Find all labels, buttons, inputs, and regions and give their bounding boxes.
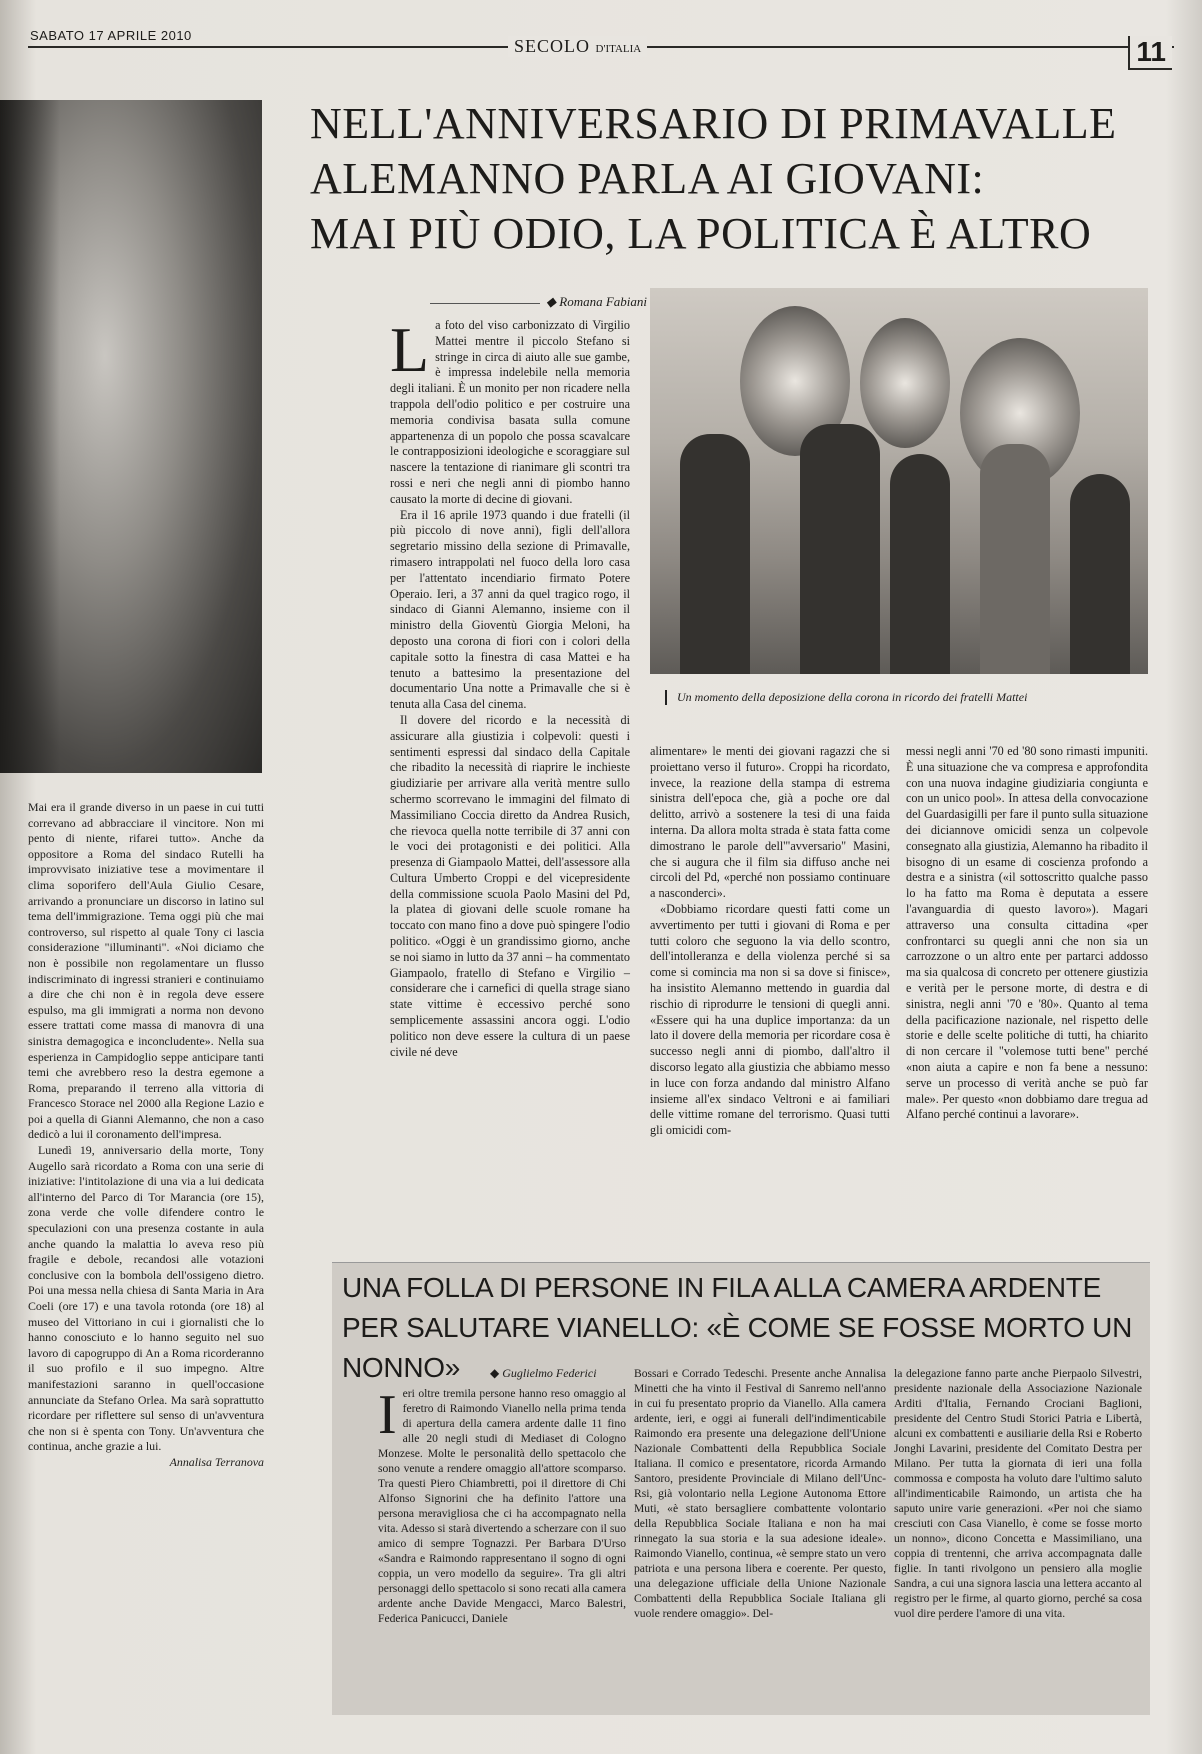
article-paragraph: alimentare» le menti dei giovani ragazzi che si proiettano verso il futuro». Croppi ha ricordato, invece, la reazione della stampa di estrema sinistra dell'epoca che, già a poche ore dal delitto, arrivò a sostenere la tesi di una faida interna. Da allora molta strada è stata fatta come dimostrano le parole dell'"avversario" Masini, che si augura che il film sia diffuso anche nei circoli del Pd, «perché non possiamo continuare a nasconderci». — [650, 744, 890, 901]
article-paragraph: La foto del viso carbonizzato di Virgilio Mattei mentre il piccolo Stefano si stringe in circa di aiuto alle sue gambe, è impressa indelebile nella memoria degli italiani. È un monito per non ricadere nella trappola dell'odio politico e per costruire una memoria condivisa basata sulla comune appartenenza di un popolo che possa scavalcare le contrapposizioni ideologiche e scoraggiare sul nascere la tentazione di rianimare gli scontri tra rossi e neri che negli anni di piombo hanno causato la morte di decine di giovani. — [390, 314, 630, 506]
page-number: 11 — [1128, 36, 1172, 70]
box-drop-cap: I — [378, 1384, 397, 1446]
figure-shape — [890, 454, 950, 674]
header-publication — [508, 36, 647, 57]
sidebar-column — [28, 800, 264, 1471]
article-column-2 — [650, 744, 890, 1139]
article-paragraph: Il dovere del ricordo e la necessità di assicurare alla giustizia i colpevoli: questi i sentimenti espressi dal sindaco della Capitale che ribadito la necessità di riaprire le inchieste giudiziarie per arrivare alla verità mentre sullo schermo scorrevano le immagini del filmato di Massimiliano Coccia diretto da Andrea Rusich, che rievoca quella notte terribile di 37 anni con le voci dei protagonisti e dei politici. Alla presenza di Giampaolo Mattei, dell'assessore alla Cultura Umberto Croppi e del vicepresidente della commissione scuola Paolo Masini del Pd, la platea di giovani delle scuole romane ha toccato con mano fino a dove può spingere l'odio politico. «Oggi è un grandissimo giorno, anche se noi siamo in lutto da 37 anni – ha commentato Giampaolo, fratello di Stefano e Virgilio – considerare che i carnefici di quella strage siano state vittime è eccessivo perché sono semplicemente assassini ancora oggi. L'odio politico non deve essere la cultura di un paese civile né deve — [390, 712, 630, 1059]
figure-shape — [1070, 474, 1130, 674]
sidebar-paragraph: Mai era il grande diverso in un paese in cui tutti correvano ad abbracciare il vincitore. Non mi pento di niente, rifarei tutto». Anche da oppositore a Roma del sindaco Rutelli ha improvvisato iniziative tese a movimentare il clima soporifero dell'Aula Giulio Cesare, arrivando a pronunciare un discorso in latino sul tema dell'immigrazione. Tema oggi più che mai controverso, sul rispetto al quale Tony ci lascia considerazione "illuminanti". «Noi diciamo che non è possibile non regolamentare un flusso indiscriminato di ingressi stranieri e continuiamo a dire che chi non è in regola deve essere espulso, ma gli immigrati a norma non devono essere trattati come massa di manovra di una sinistra demagogica e inconcludente». Nella sua esperienza in Campidoglio seppe anticipare tanti temi che avrebbero reso la destra egemone a Roma, preparando il terreno alla vittoria di Francesco Storace nel 2000 alla Regione Lazio e poi a quella di Gianni Alemanno, che non a caso dedicò a lui il coronamento dell'impresa. — [28, 800, 264, 1142]
article-column-3 — [906, 744, 1148, 1123]
box-headline-line-1: UNA FOLLA DI PERSONE IN FILA ALLA CAMERA ARDENTE — [342, 1272, 1101, 1303]
drop-cap: L — [390, 314, 430, 385]
article-paragraph: «Dobbiamo ricordare questi fatti come un avvertimento per tutti i giovani di Roma e per tutti coloro che seguono la via dello scontro, dell'intolleranza e della violenza perché si sa come si comincia ma non si sa dove si finisce», ha insistito Alemanno mettendo in guardia dal rischio di riprodurre le tensioni di quegli anni. «Essere qui ha una duplice importanza: da un lato il dovere della memoria per ricordare cosa è successo negli anni di piombo, dall'altro il discorso legato alla giustizia che abbiamo messo in luce con forza andando dal ministro Alfano insieme all'ex sindaco Veltroni e ai familiari delle vittime romane del terrorismo. Quasi tutti gli omicidi com- — [650, 901, 890, 1138]
box-byline: ◆ Guglielmo Federici — [490, 1366, 597, 1381]
sidebar-paragraph: Lunedì 19, anniversario della morte, Tony Augello sarà ricordato a Roma con una serie di iniziative: l'intitolazione di una via a lui dedicata all'interno del Parco di Tor Marancia (ore 15), zona verde che volle difendere contro le speculazioni con una presenza costante in aula anche quando la malattia lo aveva reso più fragile e debole, recandosi alle votazioni conclusive con la bombola dell'ossigeno dietro. Poi una messa nella chiesa di Santa Maria in Ara Coeli (ore 17) e una tavola rotonda (ore 18) al museo del Vittoriano in cui i giornalisti che lo hanno conosciuto e lo hanno seguito nel suo lavoro di capogruppo di An a Roma ricorderanno il suo profilo e il suo impegno. Altre manifestazioni saranno in quell'occasione annunciate da Stefano Orlea. Ma sarà soprattutto ricordare per riflettere sul senso di un'avventura che non si è spenta con Tony. Un'avventura che continua, anche grazie a lui. — [28, 1143, 264, 1454]
header-date: SABATO 17 APRILE 2010 — [30, 28, 192, 43]
box-column-2 — [634, 1366, 886, 1621]
article-column-1 — [390, 314, 630, 1060]
figure-shape — [800, 424, 880, 674]
box-column-1 — [378, 1386, 626, 1626]
photo-caption: Un momento della deposizione della corona in ricordo dei fratelli Mattei — [665, 690, 1027, 705]
headline-line-2: ALEMANNO PARLA AI GIOVANI: — [310, 154, 985, 203]
headline-line-3: MAI PIÙ ODIO, LA POLITICA È ALTRO — [310, 209, 1092, 258]
publication-name: SECOLO — [514, 36, 591, 56]
figure-shape — [680, 434, 750, 674]
byline-name: Romana Fabiani — [559, 294, 647, 309]
headline-line-1: NELL'ANNIVERSARIO DI PRIMAVALLE — [310, 99, 1117, 148]
box-column-3 — [894, 1366, 1142, 1621]
article-paragraph: Era il 16 aprile 1973 quando i due fratelli (il più piccolo di nove anni), figli dell'allora segretario missino della sezione di Primavalle, rimasero intrappolati nel fuoco della loro casa per l'attentato incendiario firmato Potere Operaio. Ieri, a 37 anni da quel tragico rogo, il sindaco di Gianni Alemanno, insieme con il ministro della Gioventù Giorgia Meloni, ha deposto una corona di fiori con i colori della capitale sotto la finestra di casa Mattei e ha tenuto a battesimo la presentazione del documentario Una notte a Primavalle che si è tenuta alla Casa del cinema. — [390, 507, 630, 712]
article-byline: ◆ Romana Fabiani — [430, 294, 647, 310]
wreath-shape — [860, 318, 950, 448]
box-paragraph: la delegazione fanno parte anche Pierpaolo Silvestri, presidente nazionale della Associazione Nazionale Arditi d'Italia, Fernando Crociani Baglioni, presidente del Centro Studi Storici Patria e Libertà, alcuni ex combattenti e ausiliarie della Rsi e Roberto Jonghi Lavarini, presidente del Comitato Destra per Milano. Per tutta la giornata di ieri una folla commossa e composta ha voluto dare l'ultimo saluto all'indimenticabile Raimondo, un artista che ha saputo unire varie generazioni. «Per noi che siamo cresciuti con Casa Vianello, è come se fosse morto un nonno», dicono Concetta e Massimiliano, una coppia di trentenni, che arriva accompagnata dalle figlie. In tanti rivolgono un pensiero alla moglie Sandra, a cui una signora lascia una lettera accanto al registro per le firme, al quarto giorno, perché sa cosa vuol dire perdere l'amore di una vita. — [894, 1367, 1142, 1620]
ceremony-photo — [650, 288, 1148, 674]
box-paragraph: Ieri oltre tremila persone hanno reso omaggio al feretro di Raimondo Vianello nella prima tenda di apertura della camera ardente dalle 11 fino alle 20 negli studi di Mediaset di Cologno Monzese. Molte le personalità dello spettacolo che sono venute a rendere omaggio all'attore scomparso. Tra questi Piero Chiambretti, poi il direttore di Chi Alfonso Signorini che ha definito l'attore una persona meravigliosa che ci ha accompagnato nella vita. Adesso si starà divertendo a scherzare con il suo amico di sempre Tognazzi. Per Barbara D'Urso «Sandra e Raimondo rappresentano il sogno di ogni coppia, un vero modello da seguire». Tra gli altri personaggi dello spettacolo si sono recati alla camera ardente anche Davide Mengacci, Marco Balestri, Federica Panicucci, Daniele — [378, 1384, 626, 1625]
portrait-photo — [0, 100, 262, 773]
article-headline — [310, 96, 1170, 261]
box-headline-line-2: PER SALUTARE VIANELLO: «È COME SE FOSSE MORTO UN NONNO» — [342, 1312, 1133, 1383]
publication-suffix: D'ITALIA — [595, 43, 642, 55]
box-paragraph: Bossari e Corrado Tedeschi. Presente anche Annalisa Minetti che ha vinto il Festival di Sanremo nell'anno in cui fu presentato proprio da Vianello. Alla camera ardente, ieri, e oggi ai funerali dell'indimenticabile Raimondo era presente una delegazione dell'Unione Nazionale Combattenti della Repubblica Sociale Italiana. Il comico e presentatore, ricorda Armando Santoro, presidente Provinciale di Milano dell'Unc-Rsi, già volontario nella Legione Autonoma Ettore Muti, «è stato bersagliere combattente volontario della Repubblica Sociale Italiana e non ha mai rinnegato la sua storia e la sua adesione ideale». Raimondo Vianello, continua, «è sempre stato un vero patriota e una persona libera e coerente. Per questo, una delegazione ufficiale della Unione Nazionale Combattenti della Repubblica Sociale Italiana gli vuole rendere omaggio». Del- — [634, 1367, 886, 1620]
sidebar-signature: Annalisa Terranova — [169, 1454, 264, 1469]
figure-shape — [980, 444, 1050, 674]
article-paragraph: messi negli anni '70 ed '80 sono rimasti impuniti. È una situazione che va compresa e approfondita con una nuova indagine giudiziaria congiunta e con un unico pool». In attesa della convocazione del Guardasigilli per fare il punto sulla situazione dei diciannove omicidi senza un colpevole consegnato alla giustizia, Alemanno ha ribadito il bisogno di un esame di coscienza profondo a destra e a sinistra («il sottoscritto qualche passo lo ha fatto ma Roma è deputata a essere l'avanguardia di questo lavoro»). Magari attraverso una consulta cittadina «per confrontarci su quegli anni che non sia un carrozzone o un altro ente per partarci addosso ma sia qualcosa di concreto per ottenere giustizia e verità per le persone morte, di destra e di sinistra, negli anni '70 e '80». Quanto al tema della pacificazione nazionale, nel rispetto delle storie e delle scelte politiche di tutti, ha chiarito di non cercare il "volemose tutti bene" perché «non aiuta a capire e non fa bene a nessuno: serve un processo di verità anche se può far male». Per questo «non dobbiamo dare tregua ad Alfano perché continui a lavorare». — [906, 744, 1148, 1122]
